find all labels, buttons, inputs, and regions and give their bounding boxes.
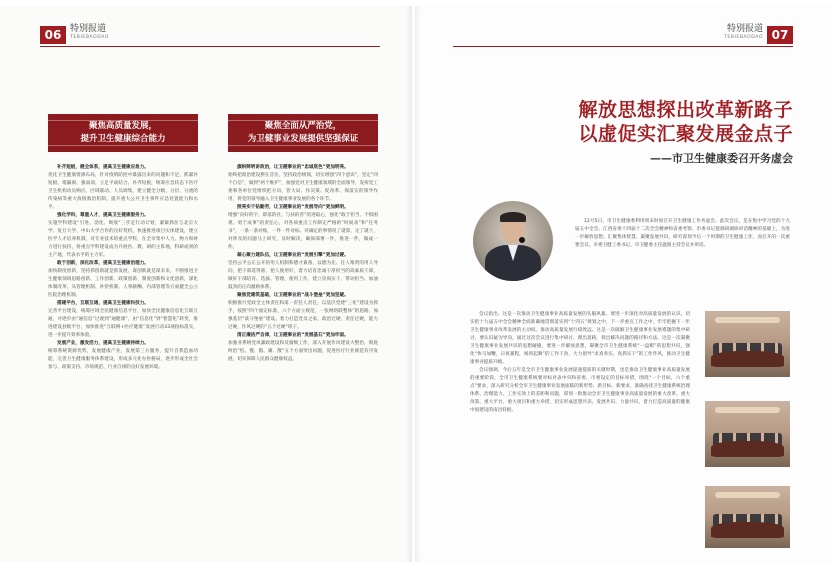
col1-para-body: 优化卫生健康资源布局，针对疫情防控中暴露出来的问题和不足，抓紧补短板、堵漏洞、强弱项。立足平战结合、补齐短板，统筹应急状态下医疗卫生机构动员响应、区域联动、人员调集，建立健全分级、分层、分流的传染病等重大疫情救治机制。提升重大公共卫生事件应急处置能力和水平。 [48, 173, 198, 210]
col1-para-heading: 敢于创新，深化改革，提高卫生健康治理力。 [57, 261, 149, 266]
right-section-subtitle: TEBIEBAODAO [723, 35, 763, 40]
col1-para-heading: 补齐短板，健全体系，提高卫生健康应急力。 [57, 165, 149, 170]
col2-para [228, 204, 378, 252]
col1-para-body: 完善平台建设，统筹区域全民健康信息平台，加快全民健康信息化互联互通，并逐步由“通信息”过渡到“通健康”，由“信息化”到“智慧化”转变，推进建设县级平台，加快推进“互联网+医疗健康”发展行动33项指标落实，进一步提升效率体验。 [48, 309, 198, 338]
col2-para-heading: 凝心聚力建队伍，让卫健事业的“发展引擎”更加过硬。 [237, 253, 349, 258]
col1-para-body: 加快制度创新，坚持抓创新就是抓发展、谋创新就是谋未来，不断推进卫生健康领域思路创新、工作创新、政策创新、制度创新和文化创新，深化体制改革，从管理机制、补偿机制、人事薪酬、内部管理等方面健全公立医院治理机制。 [48, 269, 198, 298]
col1-para [48, 260, 198, 300]
right-section-title: 特别报道 [726, 24, 763, 34]
col2-para [228, 164, 378, 204]
meeting-photo [705, 401, 790, 467]
body-paragraph: 会议强调，今后五年是全市卫生健康事业发展提速提质的关键时期，也是推动卫生健康事业高质量发展的重要阶段，全市卫生健康系统要对标对表中央和省委、市委设定的目标举措，围绕“一个目标，六个重点”要求，深入研究分析全市卫生健康事业发展面临的新形势、新目标、新要求，准确查找卫生健康系统治理体系、治理能力、工作实效上的差距和问题，谋划一批推动全市卫生健康事业高质量发展的重大改革、重大改策、重大平台、重大项目和重大举措，切实形成思想共识、发展共识、力量共识，着力打造高质量的健康中国建设的南昌样板。 [470, 368, 690, 413]
col1-para-heading: 搭建平台，互联互通，提高卫生健康科技力。 [57, 301, 149, 306]
col2-para-body: 积极推行党政全主体责任和第一责任人责任，以基层党建“三化”建设为抓手，按照“四个面定标准，六个方面立规范，一张网络联整体”的思路，加强基层“战斗堡垒”建设。着力打造党员之家，政治过硬、责任过硬，能力过硬，作风过硬的“五个过硬”班子。 [228, 301, 378, 330]
col2-para-heading: 清正廉洁严自律，让卫健事业的“发展基石”更加牢固。 [237, 333, 349, 338]
col2-para [228, 252, 378, 292]
left-section-title: 特别报道 [70, 24, 107, 34]
col2-banner-line1: 聚焦全面从严治党， [264, 121, 342, 131]
left-page-number: 06 [40, 26, 66, 44]
col2-para [228, 332, 378, 364]
col1-text [48, 164, 198, 372]
photo-light [715, 317, 780, 323]
col1-para [48, 340, 198, 372]
col2-banner-line2: 为卫健事业发展提供坚强保证 [247, 134, 359, 144]
left-section-header [70, 24, 109, 41]
meeting-photo [705, 311, 790, 377]
photo-light [715, 492, 780, 498]
col2-para-body: 加强业系统党风廉政建设和反腐败工作，深入开展作风建设大整治，彻底纠治“怕、慢、假、庸、散”五个方面突出问题，促进医疗行业规范有序发展，切实保障人民群众健康权益。 [228, 341, 378, 362]
col1-para-heading: 发展产业，激发活力，提高卫生健康持续力。 [57, 341, 149, 346]
col1-banner-line2: 提升卫生健康综合能力 [80, 134, 166, 144]
article-body [470, 311, 690, 415]
photo-table [711, 441, 784, 457]
photo-light [715, 407, 780, 413]
col2-para-heading: 照亮实干钻勤劳，让卫健事业的“发展导向”更加鲜明。 [237, 205, 349, 210]
col2-para-body: 始终把政治建设摆在首位，坚持政治统领，切实增强“四个意识”，坚定“四个自信”，做到“两个维护”，加强党对卫生健康领域的全面领导，发挥党工委和各单位党组织把方向、管大局、作决策、促改革、保落实的领导作用，将党的领导融入卫生健康事业发展的各个环节。 [228, 173, 378, 202]
left-section-subtitle: TEBIEBAODAO [70, 35, 110, 40]
right-header-rule [453, 46, 793, 47]
col2-para [228, 292, 378, 332]
col1-para [48, 212, 198, 260]
lead-paragraph: 12月5日，市卫生健康委利用周末时间召开卫生健康工作务虚会。此次会议，是在集中学习党的十九届五中全会、江西省委十四届十二次全会精神和省委考察、市委书记提调研调研讲话精神的基础上，为进一步解放思想、汇聚集体智慧、凝聚发展共识，研究谋划今后一个时期的卫生健康工作，而召开的一次重要会议。市委卫健工委书记、市卫健委主任温银主持会议并讲话。 [575, 219, 790, 248]
photo-table [711, 351, 784, 367]
article-title-block [473, 98, 793, 168]
col2-para-body: 坚持公平公正公开的用人机制和德才兼备，以德为先、任人唯贤的用人导向，把干部选得准、把人使用好，着力培育忠诚干净担当的高素质干部，做好干部培育、选拔、管理、使用工作，建立崇尚实干、带动担当、加油鼓劲的正向激励体系。 [228, 261, 378, 290]
article-title-line2: 以虚促实汇聚发展金点子 [578, 123, 793, 145]
col1-banner [48, 114, 198, 152]
col2-para-body: 增强“向好的字，即落的社，与扶的善”的进取心，强化“敢于担当、不惧困难、勇于成事”的责任心，对各项重点工作制定严格的“时间表”和“任务书”，一条一条对账，一件一件对标。对确定的事情说了就算，定了就干，对涉及的问题马上研究，及时解决，确保部署一件，推进一件，做成一件。 [228, 213, 378, 250]
right-page [415, 6, 833, 562]
portrait-hair [500, 212, 526, 222]
article-lead [575, 218, 790, 250]
col2-text [228, 164, 378, 364]
microphone-icon [519, 237, 525, 243]
col1-para [48, 164, 198, 212]
left-header-rule [40, 46, 380, 47]
col1-para-body: 统筹系统资源优势，发展健康产业，发展第三方服务，提升自我造血功能，完善卫生健康服务体系建设，形成多元化办医格局，逐步形成全社会参与、政策支持、市场规范、行业自律的良好发展环境。 [48, 349, 198, 370]
body-paragraph: 会议指出，这是一次推动卫生健康事业高质量发展的头脑风暴。要进一步深化对高质量发展的认识，切实把十九届五中全会精神全面准确地贯彻落实到“十四五”规划之中，下一步重点工作之中，牢牢把握下一步卫生健康事业改革发展的主动权。推动高质量发展行稳致远。这是一次破解卫生健康事业发展难题的集中研讨，要认识疑为导向，通过这次会议进行集中研讨，理出思路，找出解决问题的路径和方法。这是一次凝聚卫生健康事业发展共识的思想碰撞，要进一步解放思想，凝聚全市卫生健康系统“一盘棋”的思想共识，强化“快马加鞭，日夜兼程，闻鸡起舞”的工作干劲，大力倡导“求真务实、真抓实干”的工作作风，推动卫生健康事业提质升级。 [470, 312, 690, 365]
meeting-photo [705, 486, 790, 548]
photo-table [711, 522, 784, 538]
right-section-header [724, 24, 763, 41]
article-title-line1: 解放思想探出改革新路子 [578, 99, 793, 121]
col1-para [48, 300, 198, 340]
col1-para-body: 实施学科建设“引进、消化、吸收”三步走行动计划，紧紧抓住与北京大学、复旦大学、中山大学合作的良好契机，快速推进项目实体建设，建立医学人才培养机制，对专业技术的重点学科，在全市集中人力、物力和财力进行扶持，将重点学科建设成为升展医、教、研的主阵地，科研成果的主产地，代表水平的主力军。 [48, 221, 198, 258]
col2-para-heading: 旗帜鲜明讲政治，让卫健事业的“忠诚底色”更加明亮。 [237, 165, 349, 170]
right-page-number: 07 [767, 26, 793, 44]
col2-banner [228, 114, 378, 152]
col1-banner-line1: 聚焦高质量发展， [88, 121, 157, 131]
speaker-portrait [473, 201, 553, 281]
article-subtitle: ——市卫生健康委召开务虚会 [650, 152, 793, 165]
left-page [0, 6, 412, 562]
col1-para-heading: 强化学科，尊重人才，提高卫生健康服务力。 [57, 213, 149, 218]
col2-para-heading: 聚焦党建筑基础，让卫健事业的“战斗堡垒”更加坚疑。 [237, 293, 349, 298]
